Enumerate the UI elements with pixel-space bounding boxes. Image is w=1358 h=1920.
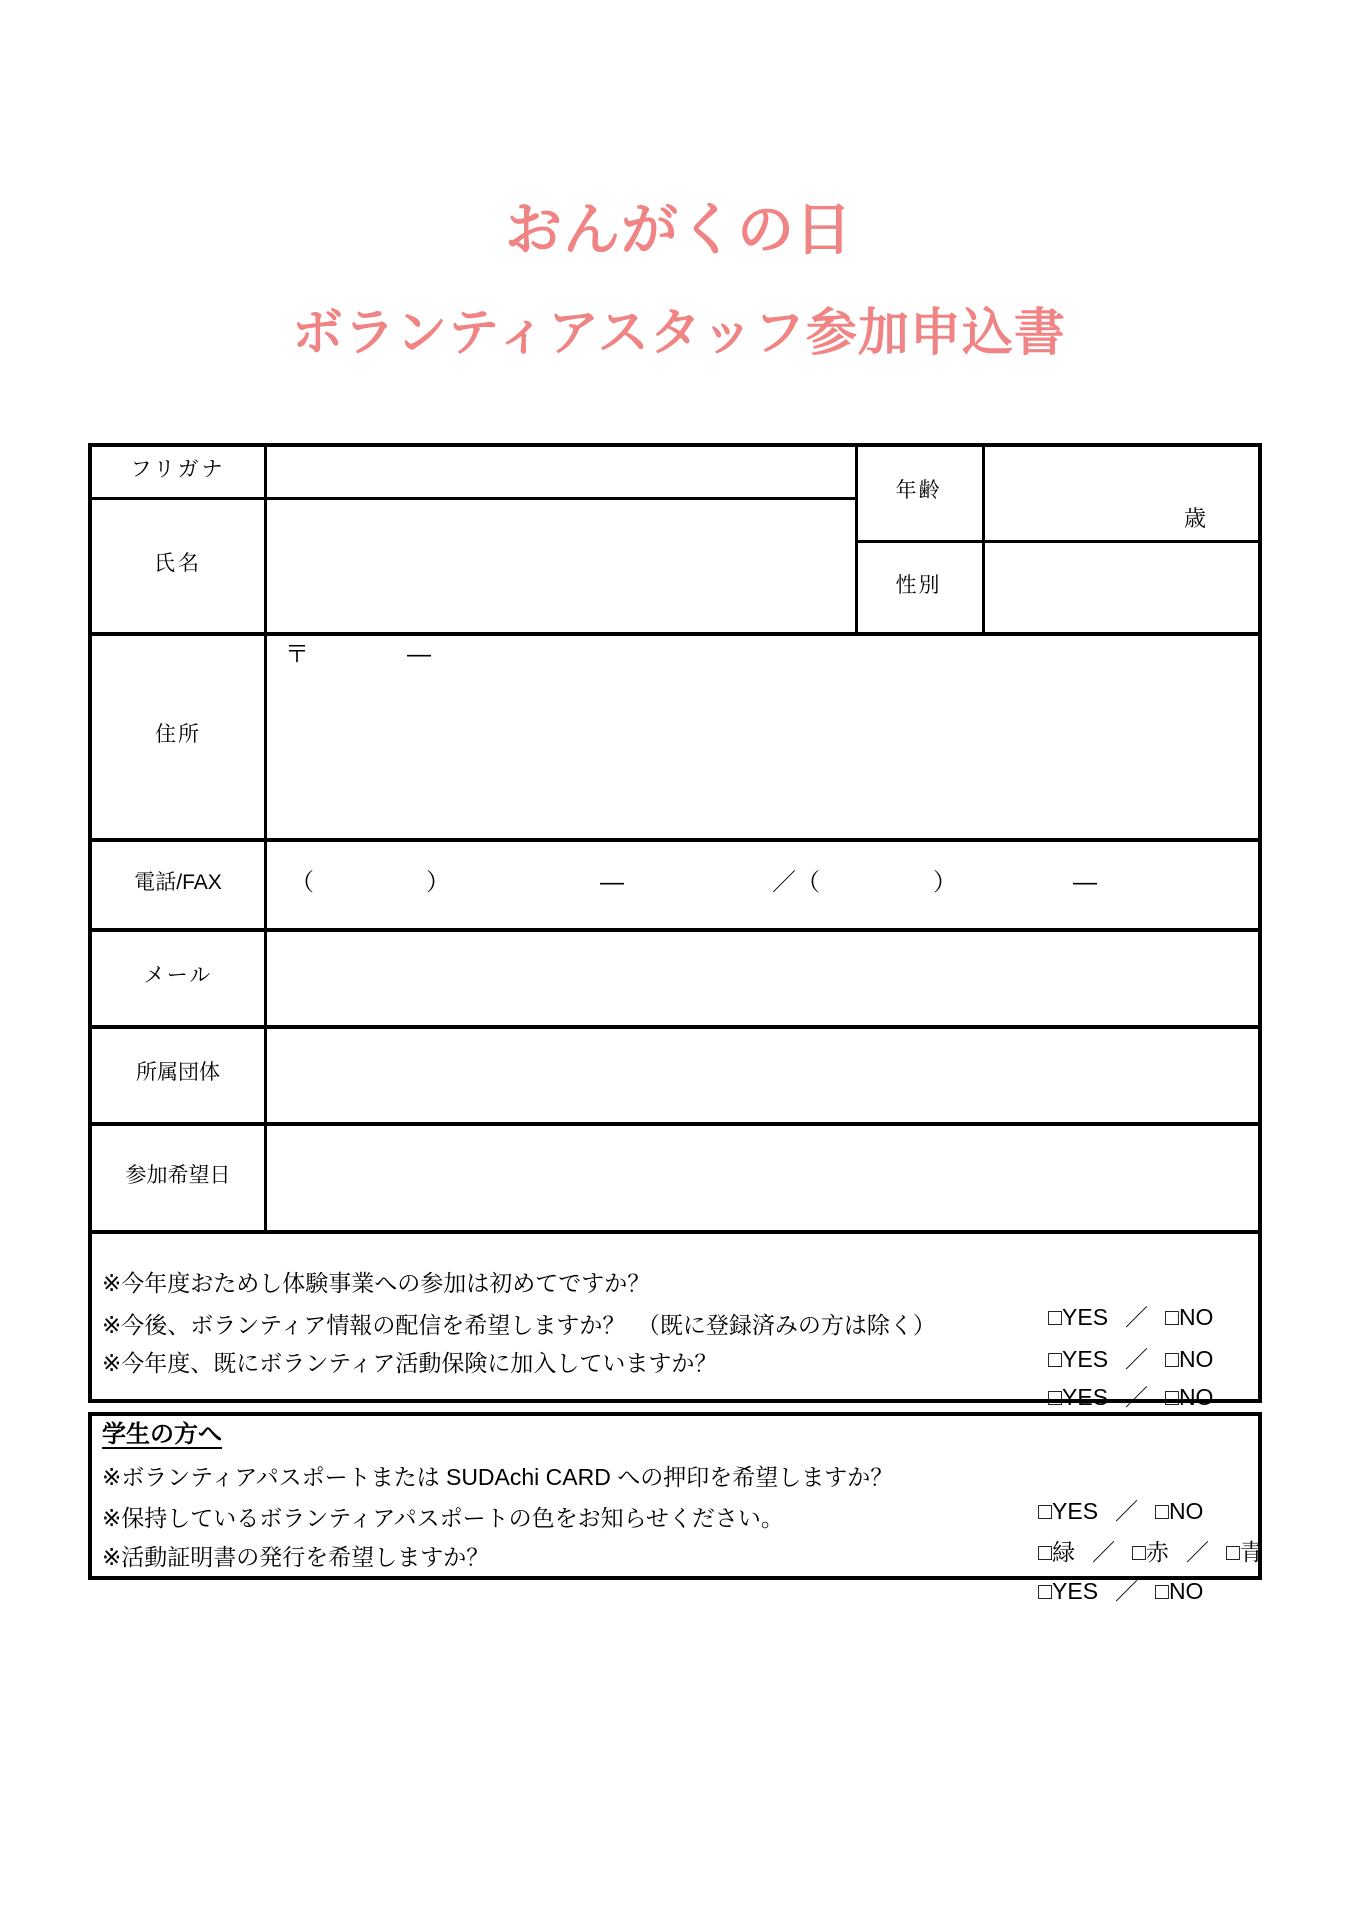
phone-fax-label: 電話/FAX	[134, 871, 222, 894]
question-1-text: ※今年度おためし体験事業への参加は初めてですか？	[102, 1270, 651, 1296]
question-2-no-checkbox[interactable]: □NO	[1165, 1346, 1214, 1372]
student-question-1-no-checkbox[interactable]: □NO	[1155, 1498, 1204, 1524]
question-3-yes-checkbox[interactable]: □YES	[1048, 1384, 1109, 1410]
phone-close-paren: ）	[426, 869, 450, 896]
org-input-cell[interactable]	[268, 1029, 1258, 1122]
option-separator: ／	[1115, 1578, 1139, 1604]
option-separator: ／	[1185, 1539, 1209, 1565]
question-3-text: ※今年度、既にボランティア活動保険に加入していますか？	[102, 1350, 718, 1376]
fax-close-paren: ）	[933, 869, 957, 896]
passport-blue-checkbox[interactable]: □青	[1225, 1539, 1263, 1565]
question-3-no-checkbox[interactable]: □NO	[1165, 1384, 1214, 1410]
postal-code-dash: —	[407, 641, 431, 668]
question-2-text: ※今後、ボランティア情報の配信を希望しますか？ （既に登録済みの方は除く）	[102, 1312, 936, 1338]
question-2-yes-checkbox[interactable]: □YES	[1048, 1346, 1109, 1372]
student-question-2-options	[987, 1501, 1263, 1565]
passport-green-checkbox[interactable]: □緑	[1038, 1539, 1076, 1565]
phone-open-paren: （	[290, 869, 314, 896]
option-separator: ／	[1092, 1539, 1116, 1565]
postal-code-mark: 〒	[285, 641, 309, 668]
option-separator: ／	[1125, 1346, 1149, 1372]
address-input-cell[interactable]	[268, 636, 1258, 838]
date-input-cell[interactable]	[268, 1126, 1258, 1230]
question-1-no-checkbox[interactable]: □NO	[1165, 1304, 1214, 1330]
option-separator: ／	[1125, 1304, 1149, 1330]
furigana-input-cell[interactable]	[268, 447, 855, 497]
student-question-3-no-checkbox[interactable]: □NO	[1155, 1578, 1204, 1604]
passport-red-checkbox[interactable]: □赤	[1132, 1539, 1169, 1565]
student-section-heading: 学生の方へ	[102, 1421, 222, 1448]
name-label: 氏名	[154, 552, 202, 575]
date-label: 参加希望日	[125, 1164, 231, 1187]
student-question-1-text: ※ボランティアパスポートまたは SUDAchi CARD への押印を希望しますか？	[102, 1464, 894, 1490]
applicant-info-table	[88, 443, 1262, 1410]
student-question-1-options	[987, 1460, 1204, 1524]
option-separator: ／	[1125, 1384, 1149, 1410]
student-question-3-options	[987, 1540, 1204, 1604]
question-3-options	[997, 1346, 1214, 1410]
name-input-cell[interactable]	[268, 500, 855, 632]
age-unit-label: 歳	[1184, 506, 1207, 531]
fax-slash-open-paren: ／（	[772, 869, 820, 896]
email-input-cell[interactable]	[268, 932, 1258, 1025]
fax-dash: —	[1073, 869, 1097, 896]
page-title: おんがくの日	[505, 198, 853, 262]
age-label: 年齢	[895, 479, 942, 502]
phone-dash: —	[600, 869, 624, 896]
student-question-3-text: ※活動証明書の発行を希望しますか？	[102, 1544, 490, 1570]
gender-label: 性別	[895, 574, 942, 597]
address-label: 住所	[155, 723, 201, 746]
email-label: メール	[143, 964, 213, 987]
form-sheet	[88, 443, 1263, 1604]
org-label: 所属団体	[136, 1061, 220, 1084]
student-section-table	[88, 1412, 1263, 1604]
student-question-2-text: ※保持しているボランティアパスポートの色をお知らせください。	[102, 1505, 784, 1531]
questions-row-divider	[92, 1230, 1258, 1234]
phone-fax-input-cell[interactable]	[268, 842, 1258, 928]
gender-input-cell[interactable]	[986, 543, 1258, 632]
page-subtitle: ボランティアスタッフ参加申込書	[292, 304, 1066, 361]
student-question-1-yes-checkbox[interactable]: □YES	[1038, 1498, 1099, 1524]
furigana-label: フリガナ	[130, 458, 226, 481]
question-2-options	[997, 1308, 1214, 1372]
age-input-cell[interactable]	[986, 447, 1258, 540]
student-question-3-yes-checkbox[interactable]: □YES	[1038, 1578, 1099, 1604]
question-1-yes-checkbox[interactable]: □YES	[1048, 1304, 1109, 1330]
question-1-options	[997, 1266, 1214, 1330]
option-separator: ／	[1115, 1498, 1139, 1524]
